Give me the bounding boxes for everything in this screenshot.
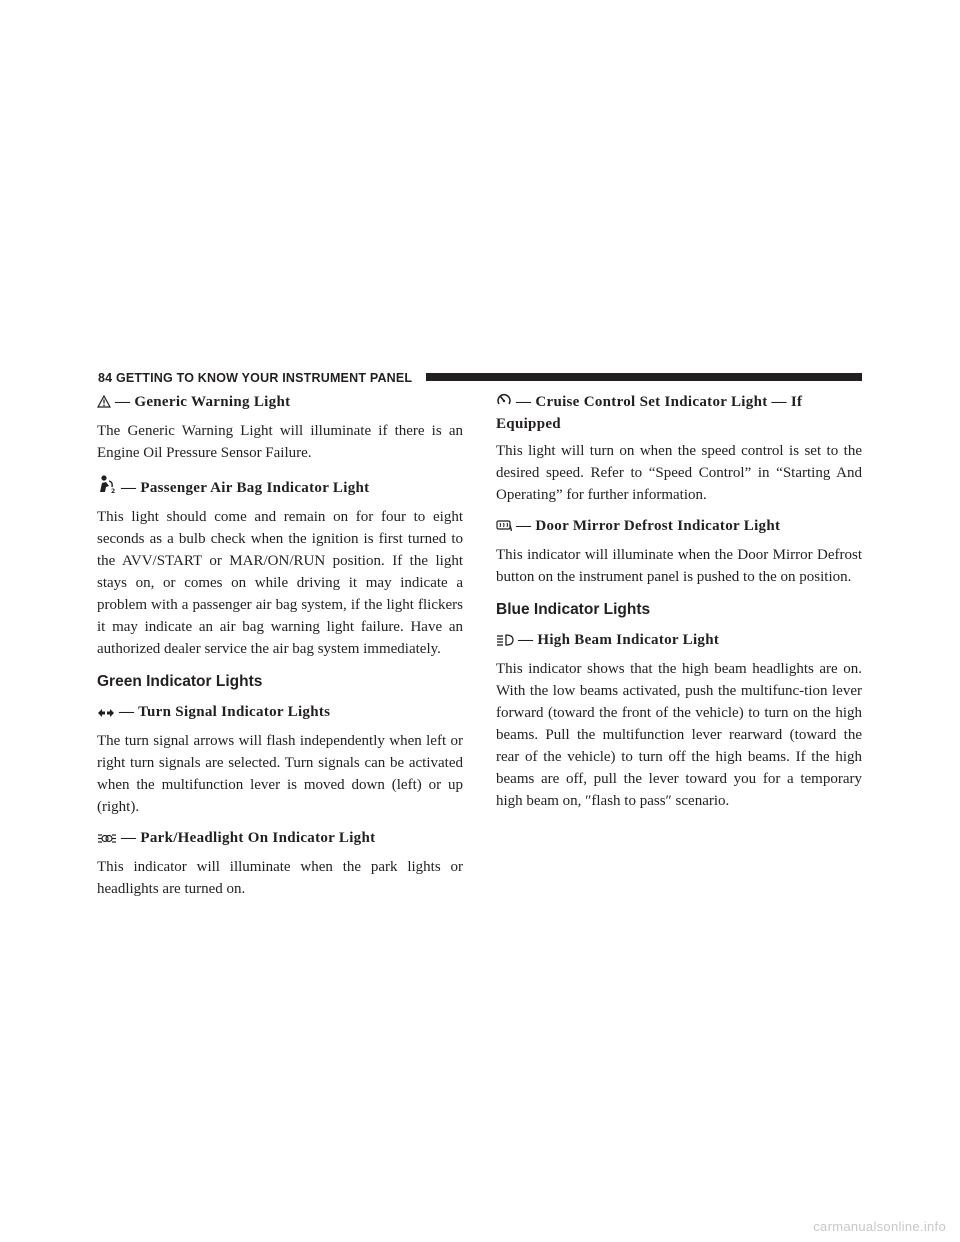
cruise-control-body: This light will turn on when the speed control is set to the desired speed. Refer to “Speed Control” in “Starting And Operating” for further information. bbox=[496, 443, 862, 503]
right-column bbox=[496, 392, 862, 822]
high-beam-title: — High Beam Indicator Light bbox=[518, 632, 720, 648]
passenger-airbag-icon bbox=[97, 474, 117, 500]
park-headlight-heading bbox=[97, 828, 463, 850]
cruise-control-title: — Cruise Control Set Indicator Light — If Equipped bbox=[496, 394, 803, 432]
turn-signal-heading bbox=[97, 702, 463, 724]
mirror-defrost-title: — Door Mirror Defrost Indicator Light bbox=[516, 518, 781, 534]
page-header bbox=[98, 370, 862, 386]
turn-signal-title: — Turn Signal Indicator Lights bbox=[119, 704, 331, 720]
generic-warning-heading bbox=[97, 392, 463, 414]
generic-warning-title: — Generic Warning Light bbox=[115, 394, 291, 410]
passenger-airbag-title: — Passenger Air Bag Indicator Light bbox=[121, 480, 370, 496]
header-rule bbox=[426, 373, 862, 381]
mirror-defrost-heading bbox=[496, 516, 862, 538]
page-number-and-section: 84 GETTING TO KNOW YOUR INSTRUMENT PANEL bbox=[98, 371, 413, 385]
high-beam-body: This indicator shows that the high beam headlights are on. With the low beams activated, push the multifunc-tion lever forward (toward the front of the vehicle) to turn on the high beams. Pull the multifunction lever rearward (toward the rear of the vehicle) to turn off the high beams. If the high beams are off, pull the lever toward you for a temporary high beam on, ″flash to pass″ scenario. bbox=[496, 661, 862, 809]
watermark: carmanualsonline.info bbox=[813, 1219, 946, 1234]
green-indicator-heading: Green Indicator Lights bbox=[97, 673, 263, 690]
svg-text:2: 2 bbox=[111, 488, 116, 494]
mirror-defrost-body: This indicator will illuminate when the Door Mirror Defrost button on the instrument panel is pushed to the on position. bbox=[496, 547, 862, 585]
passenger-airbag-body: This light should come and remain on for four to eight seconds as a bulb check when the ignition is first turned to the AVV/START or MAR/ON/RUN position. If the light stays on, or comes on while driving it may indicate a problem with a passenger air bag system, if the light flickers it may indicate an air bag warning light failure. Have an authorized dealer service the air bag system immediately. bbox=[97, 509, 463, 657]
park-headlight-title: — Park/Headlight On Indicator Light bbox=[121, 830, 376, 846]
warning-triangle-icon bbox=[97, 394, 111, 414]
cruise-control-icon bbox=[496, 392, 512, 414]
mirror-defrost-icon bbox=[496, 518, 512, 538]
passenger-airbag-heading bbox=[97, 474, 463, 500]
turn-signal-arrows-icon bbox=[97, 704, 115, 724]
park-headlight-body: This indicator will illuminate when the park lights or headlights are turned on. bbox=[97, 859, 463, 897]
cruise-control-heading bbox=[496, 392, 862, 434]
blue-indicator-heading: Blue Indicator Lights bbox=[496, 601, 651, 618]
high-beam-icon bbox=[496, 632, 514, 652]
high-beam-heading bbox=[496, 630, 862, 652]
generic-warning-body: The Generic Warning Light will illuminate if there is an Engine Oil Pressure Sensor Failure. bbox=[97, 423, 463, 461]
turn-signal-body: The turn signal arrows will flash independently when left or right turn signals are selected. Turn signals can be activated when the multifunction lever is moved down (left) or up (right). bbox=[97, 733, 463, 815]
park-headlight-icon bbox=[97, 830, 117, 850]
left-column bbox=[97, 392, 463, 910]
